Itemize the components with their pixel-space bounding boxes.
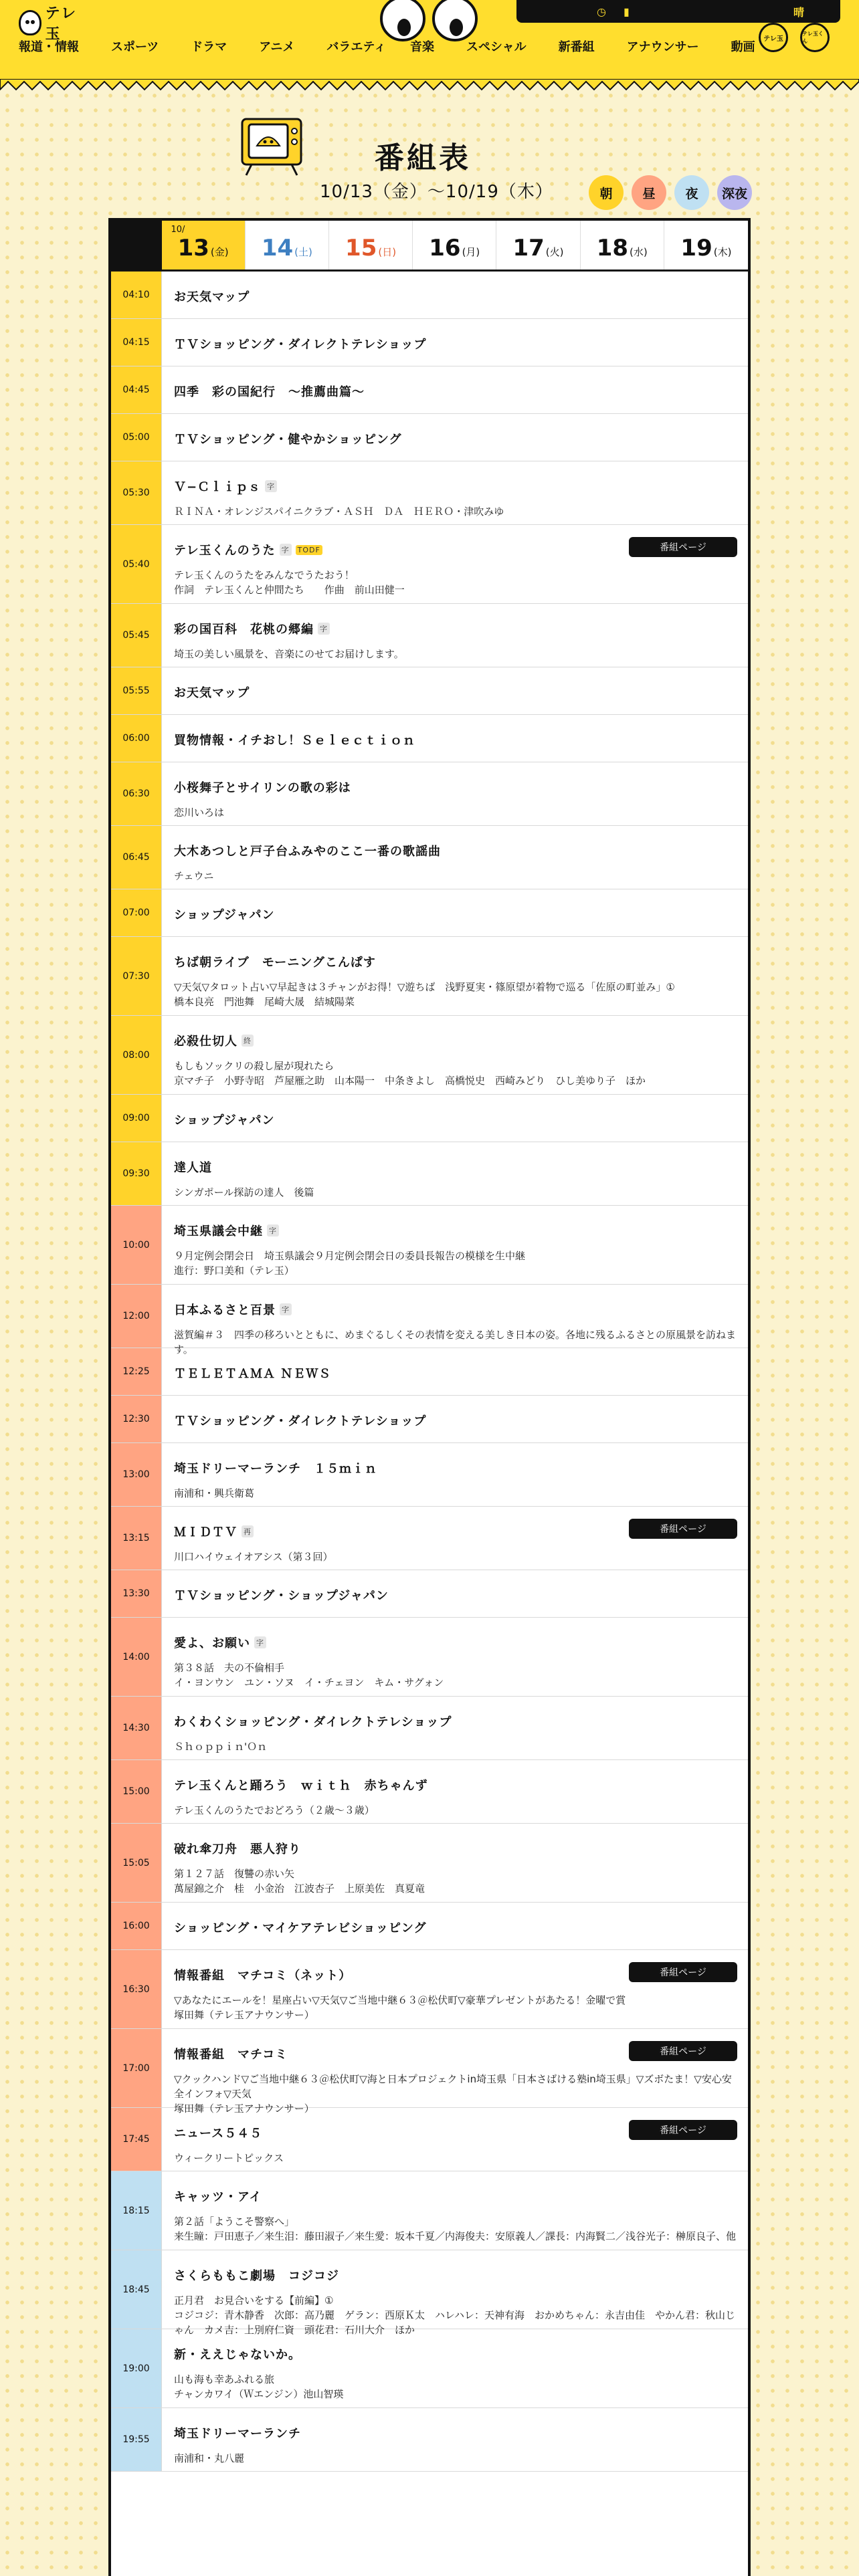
program-time: 15:05 [111, 1824, 162, 1902]
nav-item-drama[interactable]: ドラマ [191, 40, 227, 54]
program-time: 05:45 [111, 604, 162, 667]
program-title-text: お天気マップ [174, 290, 250, 304]
program-body [162, 1016, 748, 1094]
program-body [162, 1570, 748, 1617]
program-description-line: ▽天気▽タロット占い▽早起きは３チャンがお得！▽遊ちば 浅野夏実・篠原望が着物で巡る「佐原の町並み」① [174, 981, 675, 993]
program-time: 17:00 [111, 2029, 162, 2107]
program-page-button[interactable]: 番組ページ [629, 2041, 737, 2061]
program-description-line: シンガポール探訪の達人 後篇 [174, 1186, 314, 1198]
site-logo[interactable] [19, 5, 92, 43]
program-description-line: テレ玉くんのうたでおどろう（２歳〜３歳） [174, 1804, 375, 1816]
program-title-text: ＴＥＬＥＴＡＭＡ ＮＥＷＳ [174, 1367, 332, 1381]
program-row [111, 1285, 748, 1356]
program-title[interactable] [174, 1713, 736, 1730]
program-title[interactable] [174, 288, 736, 305]
program-tag-badge: 字 [318, 623, 330, 635]
program-title-text: ＭＩＤＴＶ [174, 1525, 237, 1539]
program-time: 06:00 [111, 715, 162, 762]
program-title-text: Ｖ−Ｃｌｉｐｓ [174, 480, 262, 494]
program-body [162, 667, 748, 714]
program-title[interactable] [174, 683, 736, 701]
nav-item-special[interactable]: スペシャル [466, 40, 527, 54]
program-row [111, 1095, 748, 1142]
program-description-line: 萬屋錦之介 桂 小金治 江波杏子 上原美佐 真夏竜 [174, 1883, 425, 1895]
program-body [162, 525, 748, 603]
program-time: 16:00 [111, 1903, 162, 1949]
slot-button-morning[interactable]: 朝 [589, 175, 624, 210]
schedule-table [108, 218, 751, 2576]
program-row [111, 461, 748, 525]
program-row [111, 319, 748, 366]
program-description [174, 1739, 736, 1754]
nav-item-videos[interactable]: 動画 [731, 40, 755, 54]
program-description-line: 京マチ子 小野寺昭 芦屋雁之助 山本陽一 中条きよし 高橋悦史 西崎みどり ひし美ゆり子 ほか [174, 1075, 646, 1087]
program-description [174, 805, 736, 820]
program-title[interactable] [174, 1364, 736, 1382]
program-row [111, 1570, 748, 1618]
day-tab-weekday: (月) [462, 246, 480, 258]
program-tag-badge: TODF [296, 545, 322, 555]
program-time: 13:00 [111, 1443, 162, 1506]
program-body [162, 1095, 748, 1142]
program-title[interactable] [174, 1412, 736, 1429]
day-tab-number: 17 [512, 235, 545, 261]
program-row [111, 1507, 748, 1570]
program-description-line: 恋川いろは [174, 807, 225, 819]
left-eye-icon [380, 0, 425, 41]
program-time: 14:00 [111, 1618, 162, 1696]
program-row [111, 715, 748, 762]
program-page-button[interactable]: 番組ページ [629, 2120, 737, 2140]
program-body [162, 2029, 748, 2115]
program-title-text: さくらももこ劇場 コジコジ [174, 2269, 339, 2283]
nav-item-announcers[interactable]: アナウンサー [626, 40, 699, 54]
program-body [162, 366, 748, 413]
program-title-text: 小桜舞子とサイリンの歌の彩は [174, 781, 351, 795]
program-description-line: チェウニ [174, 870, 214, 882]
time-slot-buttons [589, 175, 752, 210]
header-zigzag-divider [0, 79, 859, 100]
program-title-text: 達人道 [174, 1161, 212, 1175]
program-title[interactable] [174, 1919, 736, 1936]
program-description [174, 1549, 736, 1564]
program-row [111, 1142, 748, 1206]
program-title-text: 愛よ、お願い [174, 1636, 250, 1650]
day-tab-weekday: (土) [294, 246, 312, 258]
program-description-line: 第１２７話 復讐の赤い矢 [174, 1868, 295, 1880]
program-description [174, 1993, 736, 2022]
top-utility-bar [516, 0, 840, 23]
program-description-line: ▽あなたにエールを！星座占い▽天気▽ご当地中継６３＠松伏町▽豪華プレゼントがあたる！金曜で賞 [174, 1994, 626, 2006]
program-title-text: キャッツ・アイ [174, 2190, 262, 2204]
program-description-line: チャンカワイ（Ｗエンジン）池山智瑛 [174, 2388, 344, 2400]
program-description-line: 川口ハイウェイオアシス（第３回） [174, 1551, 333, 1563]
program-title-text: テレ玉くんと踊ろう ｗｉｔｈ 赤ちゃんず [174, 1779, 428, 1793]
program-row [111, 2029, 748, 2115]
program-description-line: ＲＩＮＡ・オレンジスパイニクラブ・ＡＳＨ ＤＡ ＨＥＲＯ・津吹みゆ [174, 506, 504, 518]
program-title-text: ショッピング・マイケアテレビショッピング [174, 1921, 427, 1935]
program-title-text: 日本ふるさと百景 [174, 1303, 276, 1317]
program-body [162, 2329, 748, 2407]
program-body [162, 2408, 748, 2471]
program-row [111, 1618, 748, 1697]
program-description-line: 埼玉の美しい風景を、音楽にのせてお届けします。 [174, 648, 404, 660]
program-row [111, 1396, 748, 1443]
program-time: 07:30 [111, 937, 162, 1015]
program-time: 08:00 [111, 1016, 162, 1094]
program-description-line: 作詞 テレ玉くんと仲間たち 作曲 前山田健一 [174, 584, 405, 596]
day-tab-13[interactable] [162, 221, 246, 270]
program-title-text: ショップジャパン [174, 908, 275, 922]
program-row [111, 272, 748, 319]
program-description-line: 来生瞳：戸田恵子／来生泪：藤田淑子／来生愛：坂本千夏／内海俊夫：安原義人／課長：内海賢二／浅谷光子：榊原良子、他 [174, 2230, 737, 2242]
program-time: 05:30 [111, 461, 162, 524]
day-tabs-corner [111, 221, 162, 270]
day-tab-18[interactable] [581, 221, 664, 270]
program-row [111, 2171, 748, 2250]
logo-text: テレ玉 [45, 5, 78, 43]
program-description-line: 南浦和・丸八麗 [174, 2452, 245, 2464]
program-description [174, 2451, 736, 2466]
program-title-text: 買物情報・イチおし！Ｓｅｌｅｃｔｉｏｎ [174, 734, 415, 748]
program-time: 04:45 [111, 366, 162, 413]
program-description-line: ９月定例会閉会日 埼玉県議会９月定例会閉会日の委員長報告の模様を生中継 [174, 1250, 526, 1262]
program-row [111, 1348, 748, 1396]
day-tab-16[interactable] [413, 221, 496, 270]
program-body [162, 1206, 748, 1284]
program-tag-badge: 再 [242, 1525, 254, 1537]
program-description [174, 2151, 736, 2165]
program-body [162, 1824, 748, 1902]
program-time: 12:00 [111, 1285, 162, 1348]
program-time: 06:30 [111, 762, 162, 825]
right-eye-icon [432, 0, 478, 41]
program-description [174, 1185, 736, 1200]
program-description-line: 滋賀編＃３ 四季の移ろいとともに、めまぐるしくその表情を変える美しき日本の姿。各地に残るふるさとの原風景を訪ねます。 [174, 1329, 737, 1356]
program-row [111, 889, 748, 937]
program-time: 10:00 [111, 1206, 162, 1284]
program-body [162, 1760, 748, 1823]
program-title-text: ＴＶショッピング・ダイレクトテレショップ [174, 338, 427, 352]
program-title[interactable] [174, 620, 736, 637]
program-body [162, 1507, 748, 1570]
program-title-text: 埼玉ドリーマーランチ １５ｍｉｎ [174, 1462, 377, 1476]
day-tab-19[interactable] [664, 221, 748, 270]
program-title[interactable] [174, 1840, 736, 1857]
program-row [111, 2250, 748, 2336]
program-body [162, 2108, 748, 2171]
day-tab-number: 19 [680, 235, 712, 261]
program-body [162, 937, 748, 1015]
program-title[interactable] [174, 1222, 736, 1239]
program-title[interactable] [174, 430, 736, 447]
program-title[interactable] [174, 1111, 736, 1128]
program-title-text: 必殺仕切人 [174, 1035, 237, 1049]
program-title[interactable] [174, 1634, 736, 1651]
program-body [162, 1348, 748, 1395]
program-title-text: ＴＶショッピング・ショップジャパン [174, 1589, 389, 1603]
program-time: 04:15 [111, 319, 162, 366]
program-body [162, 1950, 748, 2028]
day-tab-number: 15 [345, 235, 377, 261]
program-row [111, 1443, 748, 1507]
program-description-line: イ・ヨンウン ユン・ソヌ イ・チェヨン キム・サグォン [174, 1677, 444, 1689]
tv-illustration-icon [240, 115, 306, 177]
day-tab-17[interactable] [496, 221, 580, 270]
program-description [174, 1059, 736, 1088]
program-title-text: 埼玉県議会中継 [174, 1224, 263, 1239]
program-title[interactable] [174, 1158, 736, 1176]
slot-button-late-night[interactable]: 深夜 [717, 175, 752, 210]
day-tab-number: 16 [429, 235, 461, 261]
program-description [174, 647, 736, 661]
program-time: 05:55 [111, 667, 162, 714]
program-tag-badge: 字 [267, 1224, 279, 1237]
program-title[interactable] [174, 2345, 736, 2363]
program-body [162, 1285, 748, 1356]
day-tab-14[interactable] [246, 221, 329, 270]
program-body [162, 2171, 748, 2250]
program-body [162, 826, 748, 889]
program-row [111, 604, 748, 667]
program-description-line: 橋本良亮 門池舞 尾崎大晟 結城陽菜 [174, 996, 355, 1008]
program-title-text: 大木あつしと戸子台ふみやのここ一番の歌謡曲 [174, 845, 441, 859]
program-time: 07:00 [111, 889, 162, 936]
program-time: 13:30 [111, 1570, 162, 1617]
program-row [111, 937, 748, 1016]
day-tab-month: 10/ [171, 225, 185, 235]
program-tag-badge: 終 [242, 1035, 254, 1047]
day-tab-number: 13 [177, 235, 209, 261]
program-time: 12:25 [111, 1348, 162, 1395]
program-time: 17:45 [111, 2108, 162, 2171]
program-title-text: 四季 彩の国紀行 〜推薦曲篇〜 [174, 385, 365, 399]
program-title-text: テレ玉くんのうた [174, 544, 276, 558]
program-page-button[interactable]: 番組ページ [629, 1519, 737, 1539]
program-description [174, 1486, 736, 1501]
program-body [162, 715, 748, 762]
program-title-text: 情報番組 マチコミ [174, 2048, 288, 2062]
program-time: 19:00 [111, 2329, 162, 2407]
program-description [174, 1249, 736, 1278]
program-description-line: 塚田舞（テレ玉アナウンサー） [174, 2103, 314, 2115]
program-description-line: コジコジ：青木静香 次郎：高乃麗 ゲラン：西原Ｋ太 ハレハレ：天神有海 おかめちゃん：永吉由佳 やかん君：秋山じゃん カメ吉：上別府仁資 頭花君：石川大介 ほか [174, 2309, 735, 2336]
program-title[interactable] [174, 477, 736, 495]
program-time: 04:10 [111, 272, 162, 318]
program-title-text: 情報番組 マチコミ（ネット） [174, 1969, 352, 1983]
day-tab-weekday: (日) [378, 246, 397, 258]
program-body [162, 2250, 748, 2336]
program-title[interactable] [174, 731, 736, 748]
program-row [111, 1903, 748, 1950]
program-row [111, 366, 748, 414]
nav-item-music[interactable]: 音楽 [409, 40, 434, 54]
program-description [174, 1803, 736, 1818]
clock-icon[interactable]: ◷ [597, 5, 606, 18]
program-time: 16:30 [111, 1950, 162, 2028]
program-row [111, 525, 748, 604]
day-tabs [111, 221, 748, 272]
program-description [174, 2214, 736, 2244]
program-time: 09:30 [111, 1142, 162, 1205]
program-description [174, 504, 736, 519]
day-tab-weekday: (火) [545, 246, 564, 258]
site-header [0, 0, 859, 80]
program-time: 18:45 [111, 2250, 162, 2329]
slot-button-daytime[interactable]: 昼 [632, 175, 666, 210]
day-tab-number: 18 [596, 235, 629, 261]
program-description-line: 南浦和・興兵衛葛 [174, 1487, 255, 1499]
program-row [111, 1760, 748, 1824]
program-row [111, 1206, 748, 1285]
program-description-line: 第２話「ようこそ警察へ」 [174, 2216, 295, 2228]
program-title[interactable] [174, 2187, 736, 2205]
program-list [111, 272, 748, 2472]
program-body [162, 1697, 748, 1759]
program-time: 09:00 [111, 1095, 162, 1142]
program-title[interactable] [174, 953, 736, 970]
program-description-line: 進行：野口美和（テレ玉） [174, 1265, 294, 1277]
program-description [174, 980, 736, 1009]
program-description-line: 正月君 お見合いをする【前編】① [174, 2294, 334, 2306]
program-title-text: 破れ傘刀舟 悪人狩り [174, 1842, 301, 1856]
program-row [111, 1824, 748, 1903]
program-row [111, 2108, 748, 2171]
program-title-text: ＴＶショッピング・健やかショッピング [174, 433, 402, 447]
program-title[interactable] [174, 778, 736, 796]
program-description [174, 1660, 736, 1690]
main-nav [19, 37, 787, 55]
program-row [111, 2408, 748, 2472]
program-title[interactable] [174, 842, 736, 859]
program-tag-badge: 字 [280, 1303, 292, 1315]
program-tag-badge: 字 [265, 480, 277, 492]
program-title[interactable] [174, 383, 736, 400]
program-page-button[interactable]: 番組ページ [629, 537, 737, 557]
program-description [174, 869, 736, 883]
program-title-text: ショップジャパン [174, 1113, 275, 1128]
day-tab-weekday: (木) [713, 246, 732, 258]
program-description-line: 第３８話 夫の不倫相手 [174, 1662, 285, 1674]
program-description-line: ▽クックハンド▽ご当地中継６３＠松伏町▽海と日本プロジェクトin埼玉県「日本さばける塾in埼玉県」▽ズボたま！▽安心安全インフォ▽天気 [174, 2073, 732, 2100]
program-title[interactable] [174, 1586, 736, 1604]
program-title-text: ＴＶショッピング・ダイレクトテレショップ [174, 1414, 427, 1428]
weather-indicator: 晴 [793, 5, 804, 19]
program-row [111, 1016, 748, 1095]
program-description-line: テレ玉くんのうたをみんなでうたおう！ [174, 569, 355, 581]
program-title-text: 埼玉ドリーマーランチ [174, 2427, 301, 2441]
day-tab-weekday: (水) [630, 246, 648, 258]
program-tag-badge: 字 [280, 544, 292, 556]
program-title-text: わくわくショッピング・ダイレクトテレショップ [174, 1715, 452, 1729]
program-title[interactable] [174, 1301, 736, 1318]
program-row [111, 414, 748, 461]
program-time: 05:40 [111, 525, 162, 603]
program-body [162, 1142, 748, 1205]
program-body [162, 604, 748, 667]
teletama-round-button[interactable]: テレ玉 [759, 23, 788, 52]
program-row [111, 826, 748, 889]
teletama-kun-round-button[interactable]: テレ玉くん [800, 23, 830, 52]
program-description [174, 1866, 736, 1896]
program-body [162, 319, 748, 366]
day-tab-number: 14 [261, 235, 294, 261]
program-time: 06:45 [111, 826, 162, 889]
program-body [162, 1618, 748, 1696]
day-tab-weekday: (金) [210, 246, 229, 258]
program-time: 13:15 [111, 1507, 162, 1570]
program-description-line: 塚田舞（テレ玉アナウンサー） [174, 2009, 314, 2021]
program-time: 19:55 [111, 2408, 162, 2471]
program-page-button[interactable]: 番組ページ [629, 1962, 737, 1982]
program-title-text: ニュース５４５ [174, 2127, 263, 2141]
program-row [111, 1950, 748, 2029]
program-title[interactable] [174, 1776, 736, 1794]
day-tab-15[interactable] [329, 221, 413, 270]
program-title-text: お天気マップ [174, 686, 250, 700]
program-body [162, 272, 748, 318]
program-title[interactable] [174, 335, 736, 352]
program-body [162, 762, 748, 825]
program-time: 14:30 [111, 1697, 162, 1759]
separator-icon: ▮ [623, 5, 630, 18]
teletama-kun-logo-icon [19, 10, 41, 35]
program-title-text: ちば朝ライブ モーニングこんぱす [174, 956, 376, 970]
program-body [162, 414, 748, 461]
slot-button-night[interactable]: 夜 [674, 175, 709, 210]
program-title[interactable] [174, 1032, 736, 1049]
program-body [162, 1903, 748, 1949]
program-time: 15:00 [111, 1760, 162, 1823]
nav-item-sports[interactable]: スポーツ [111, 40, 159, 54]
program-body [162, 889, 748, 936]
date-range: 10/13（金）〜10/19（木） [320, 182, 553, 202]
program-tag-badge: 字 [254, 1636, 266, 1648]
program-title-text: 彩の国百科 花桃の郷編 [174, 623, 314, 637]
program-row [111, 1697, 748, 1760]
program-title[interactable] [174, 905, 736, 923]
program-row [111, 2329, 748, 2408]
program-description-line: Ｓｈｏｐｐｉｎ'Ｏｎ [174, 1741, 268, 1753]
program-title[interactable] [174, 2266, 736, 2284]
mascot-eyes-illustration [380, 0, 480, 43]
program-row [111, 667, 748, 715]
program-title[interactable] [174, 2424, 736, 2442]
program-description-line: 山も海も幸あふれる旅 [174, 2373, 275, 2385]
program-time: 18:15 [111, 2171, 162, 2250]
program-title[interactable] [174, 1459, 736, 1477]
program-row [111, 762, 748, 826]
program-body [162, 1396, 748, 1442]
nav-item-news[interactable]: 報道・情報 [19, 40, 79, 54]
program-description [174, 568, 736, 597]
page-title: 番組表 [375, 141, 471, 175]
program-description-line: ウィークリートピックス [174, 2152, 284, 2164]
program-description-line: もしもソックリの殺し屋が現れたら [174, 1060, 335, 1072]
program-body [162, 461, 748, 524]
program-time: 05:00 [111, 414, 162, 461]
nav-item-anime[interactable]: アニメ [259, 40, 295, 54]
program-title-text: 新・ええじゃないか。 [174, 2348, 301, 2362]
program-body [162, 1443, 748, 1506]
program-time: 12:30 [111, 1396, 162, 1442]
nav-item-variety[interactable]: バラエティ [326, 40, 386, 54]
nav-item-new-programs[interactable]: 新番組 [558, 40, 595, 54]
program-description [174, 2372, 736, 2401]
